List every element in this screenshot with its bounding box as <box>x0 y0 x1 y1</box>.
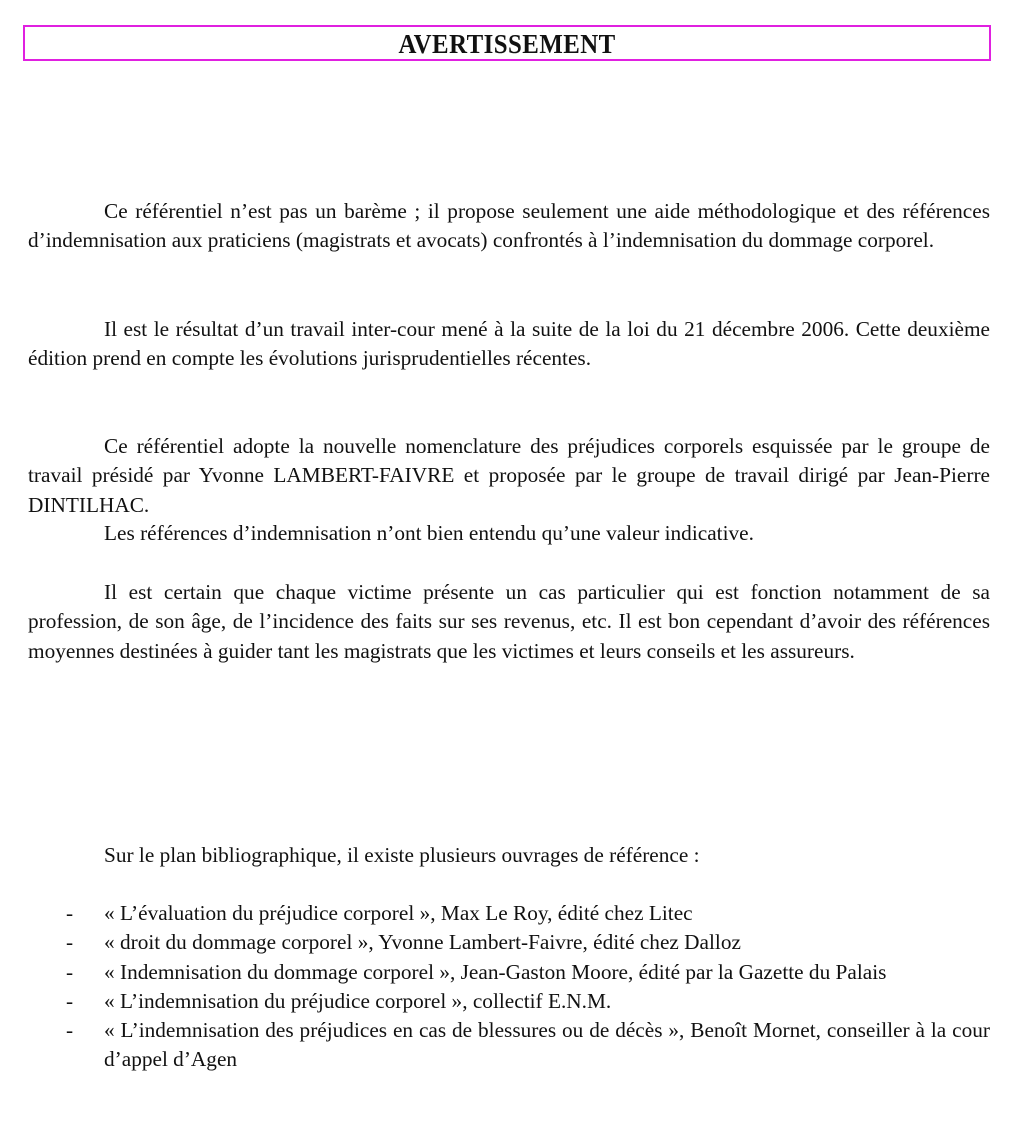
paragraph-origin: Il est le résultat d’un travail inter-cour mené à la suite de la loi du 21 décembre 2006. Cette deuxième édition prend en compte les évolutions jurisprudentielles récentes. <box>28 317 990 371</box>
bibliography-item-text: « L’indemnisation des préjudices en cas de blessures ou de décès », Benoît Mornet, conseiller à la cour d’appel d’Agen <box>104 1018 990 1072</box>
list-bullet: - <box>66 901 74 925</box>
page-title: AVERTISSEMENT <box>398 29 616 59</box>
bibliography-intro: Sur le plan bibliographique, il existe plusieurs ouvrages de référence : <box>104 843 700 867</box>
list-bullet: - <box>66 988 74 1013</box>
paragraph-disclaimer: Ce référentiel n’est pas un barème ; il propose seulement une aide méthodologique et des références d’indemnisation aux praticiens (magistrats et avocats) confrontés à l’indemnisation du dommage corporel. <box>28 199 990 253</box>
bibliography-item-text: « L’évaluation du préjudice corporel », Max Le Roy, édité chez Litec <box>104 901 693 925</box>
bibliography-item <box>28 928 990 957</box>
bibliography-item-text: « L’indemnisation du préjudice corporel », collectif E.N.M. <box>104 988 612 1013</box>
list-bullet: - <box>66 1018 74 1043</box>
bibliography-item-text: « droit du dommage corporel », Yvonne Lambert-Faivre, édité chez Dalloz <box>104 930 741 955</box>
bibliography-item <box>28 1016 990 1075</box>
bibliography-item-text: « Indemnisation du dommage corporel », Jean-Gaston Moore, édité par la Gazette du Palais <box>104 959 887 984</box>
list-bullet: - <box>66 959 74 984</box>
bibliography-item <box>28 958 990 987</box>
list-bullet: - <box>66 930 74 955</box>
bibliography-item <box>28 899 990 928</box>
paragraph-particular-case: Il est certain que chaque victime présente un cas particulier qui est fonction notamment de sa profession, de son âge, de l’incidence des faits sur ses revenus, etc. Il est bon cependant d’avoir des références moyennes destinées à guider tant les magistrats que les victimes et leurs conseils et les assureurs. <box>28 580 990 663</box>
paragraph-nomenclature: Ce référentiel adopte la nouvelle nomenclature des préjudices corporels esquissée par le groupe de travail présidé par Yvonne LAMBERT-FAIVRE et proposée par le groupe de travail dirigé par Jean-Pierre DINTILHAC. <box>28 434 990 517</box>
paragraph-indicative-value: Les références d’indemnisation n’ont bien entendu qu’une valeur indicative. <box>104 521 754 545</box>
title-box <box>23 25 991 61</box>
bibliography-item <box>28 987 990 1016</box>
bibliography-list <box>28 899 990 1075</box>
